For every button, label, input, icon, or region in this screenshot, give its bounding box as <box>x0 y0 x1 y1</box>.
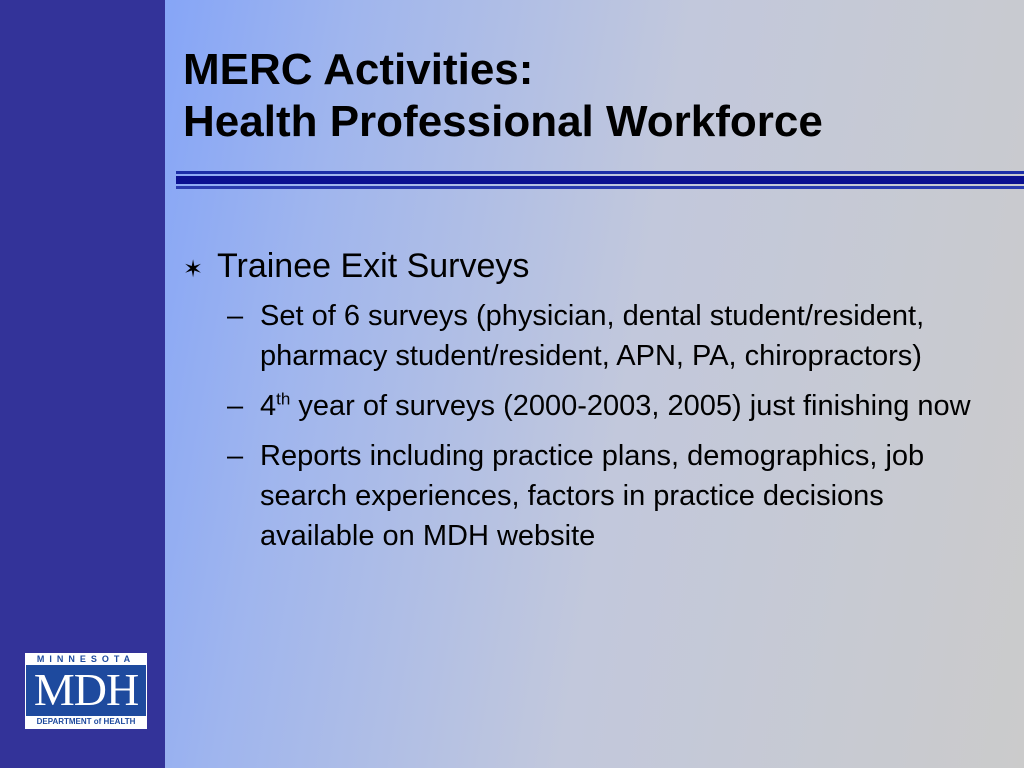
dash-bullet-icon: – <box>227 440 244 472</box>
star-bullet-icon: ✶ <box>183 256 204 283</box>
sub-bullet-item <box>227 386 1003 426</box>
ordinal-number: 4 <box>260 390 277 422</box>
title-underline <box>176 171 1024 191</box>
sub-bullet-item <box>227 436 1003 556</box>
sub-bullet-rest: year of surveys (2000-2003, 2005) just finishing now <box>290 390 971 422</box>
sub-bullet-list <box>183 296 1003 556</box>
title-line-2: Health Professional Workforce <box>183 97 823 146</box>
slide-title <box>183 44 823 148</box>
main-bullet-text: Trainee Exit Surveys <box>217 247 530 285</box>
sub-bullet-text: Set of 6 surveys (physician, dental student/resident, pharmacy student/resident, APN, PA, chiropractors) <box>260 300 925 372</box>
dash-bullet-icon: – <box>227 390 244 422</box>
title-line-1: MERC Activities: <box>183 45 534 94</box>
mdh-logo <box>25 653 147 729</box>
logo-state-text: MINNESOTA <box>26 654 146 665</box>
sub-bullet-item <box>227 296 1003 376</box>
sub-bullet-text: Reports including practice plans, demographics, job search experiences, factors in practice decisions available on MDH website <box>260 440 925 552</box>
main-bullet <box>183 244 1003 292</box>
dash-bullet-icon: – <box>227 300 244 332</box>
sub-bullet-text <box>260 386 1003 426</box>
ordinal-suffix: th <box>276 389 291 409</box>
slide-content <box>183 244 1003 566</box>
logo-department-text: DEPARTMENT of HEALTH <box>26 716 146 728</box>
logo-initials: MDH <box>33 664 139 715</box>
